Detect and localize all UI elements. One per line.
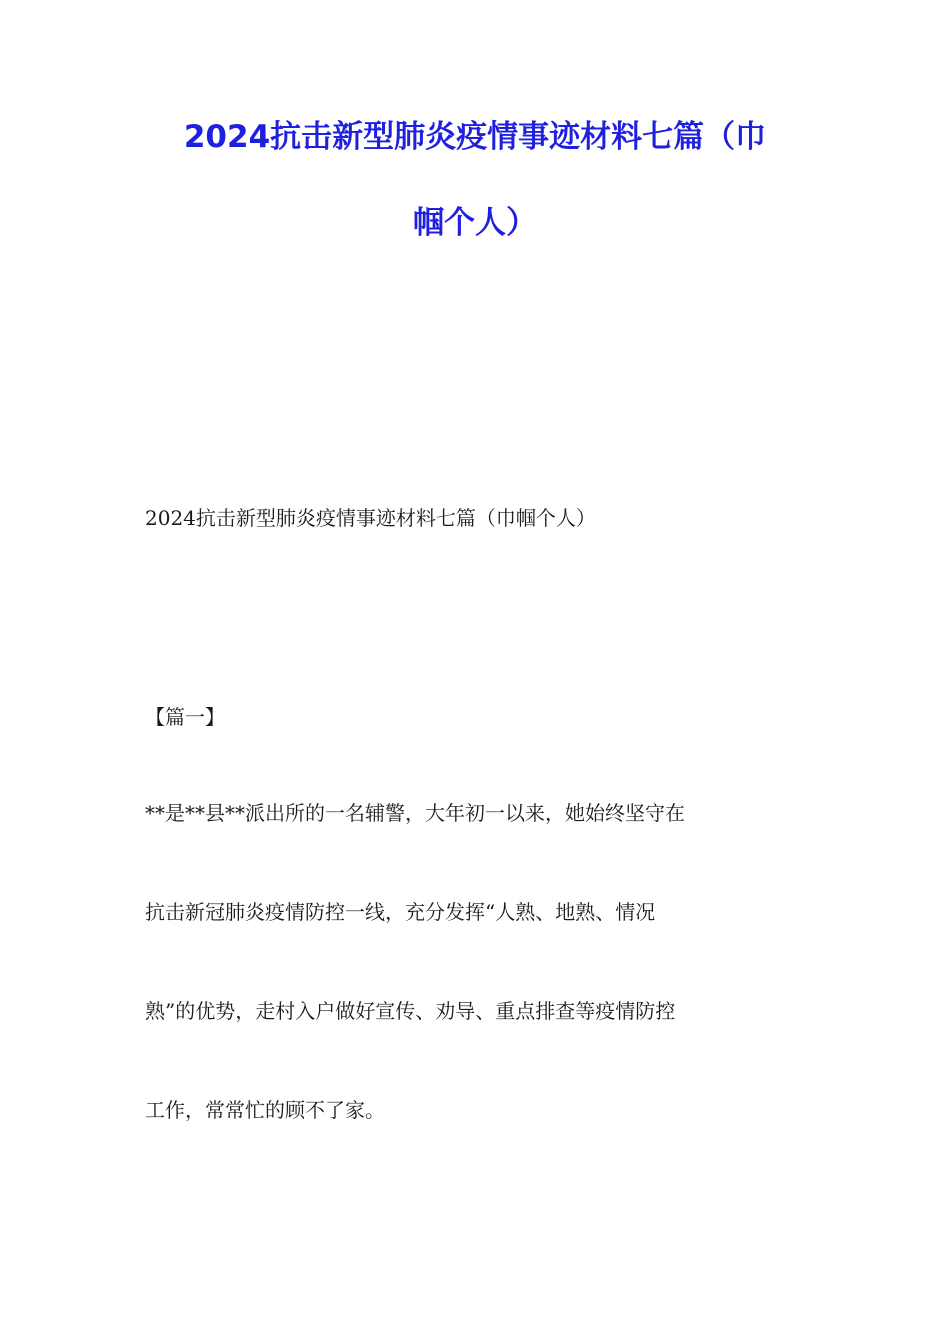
document-title bbox=[145, 119, 805, 241]
title-line-2: 帼个人） bbox=[413, 205, 537, 241]
paragraph-line-2: 抗击新冠肺炎疫情防控一线，充分发挥“人熟、地熟、情况 bbox=[145, 900, 656, 924]
paragraph-line-4: 工作，常常忙的顾不了家。 bbox=[145, 1098, 385, 1122]
title-line-1: 2024抗击新型肺炎疫情事迹材料七篇（巾 bbox=[183, 119, 767, 155]
paragraph-line-3: 熟”的优势，走村入户做好宣传、劝导、重点排查等疫情防控 bbox=[145, 999, 676, 1023]
body-paragraph bbox=[145, 801, 810, 1122]
document-subtitle: 2024抗击新型肺炎疫情事迹材料七篇（巾帼个人） bbox=[145, 506, 596, 530]
section-heading: 【篇一】 bbox=[145, 705, 225, 729]
paragraph-line-1: **是**县**派出所的一名辅警，大年初一以来，她始终坚守在 bbox=[145, 801, 685, 825]
